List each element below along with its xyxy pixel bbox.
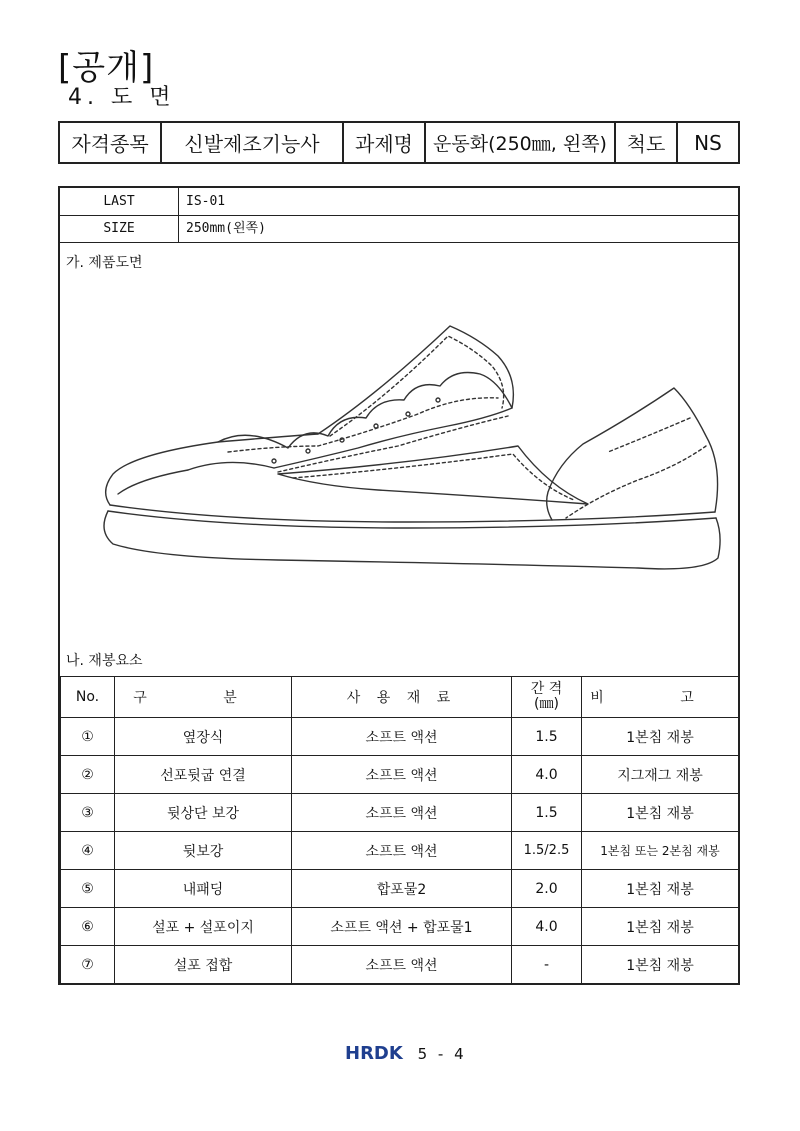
eyelet bbox=[374, 424, 378, 428]
cell-category: 뒷상단 보강 bbox=[115, 794, 292, 832]
field-label-task: 과제명 bbox=[343, 122, 425, 163]
sewing-table bbox=[60, 676, 739, 984]
header-gap-line2: (㎜) bbox=[534, 696, 559, 712]
shoe-drawing bbox=[78, 296, 728, 586]
table-row bbox=[61, 718, 739, 756]
cell-note: 지그재그 재봉 bbox=[582, 756, 739, 794]
table-row bbox=[61, 946, 739, 984]
sewing-label: 나. 재봉요소 bbox=[66, 653, 143, 669]
cell-note: 1본침 재봉 bbox=[582, 718, 739, 756]
cell-gap: 2.0 bbox=[512, 870, 582, 908]
section-title: 4. 도 면 bbox=[68, 85, 176, 110]
cell-no: ② bbox=[61, 756, 115, 794]
page-number: 5 - 4 bbox=[417, 1045, 467, 1063]
cell-gap: 1.5 bbox=[512, 718, 582, 756]
outsole bbox=[104, 511, 720, 569]
table-row bbox=[61, 832, 739, 870]
cell-category: 내패딩 bbox=[115, 870, 292, 908]
cell-material: 소프트 액션 bbox=[292, 794, 512, 832]
page-footer bbox=[345, 1043, 467, 1064]
eyelet bbox=[306, 449, 310, 453]
cell-category: 선포뒷굽 연결 bbox=[115, 756, 292, 794]
cell-note: 1본침 재봉 bbox=[582, 794, 739, 832]
cell-no: ⑦ bbox=[61, 946, 115, 984]
spec-box bbox=[58, 186, 740, 985]
cell-material: 합포물2 bbox=[292, 870, 512, 908]
eyelet bbox=[436, 398, 440, 402]
header-material: 사 용 재 료 bbox=[292, 677, 512, 718]
field-value-scale: NS bbox=[677, 122, 739, 163]
eyelet bbox=[406, 412, 410, 416]
header-gap bbox=[512, 677, 582, 718]
cell-no: ⑤ bbox=[61, 870, 115, 908]
spec-key: SIZE bbox=[60, 215, 179, 242]
field-value-task: 운동화(250㎜, 왼쪽) bbox=[425, 122, 615, 163]
eyelet bbox=[340, 438, 344, 442]
table-row bbox=[61, 794, 739, 832]
toe-cap-line bbox=[118, 470, 188, 494]
cell-category: 뒷보강 bbox=[115, 832, 292, 870]
drawing-label: 가. 제품도면 bbox=[66, 255, 143, 271]
cell-note: 1본침 재봉 bbox=[582, 908, 739, 946]
eyestay-stitch bbox=[228, 398, 498, 452]
cell-material: 소프트 액션 bbox=[292, 718, 512, 756]
field-label-scale: 척도 bbox=[615, 122, 677, 163]
document-label: [공개] bbox=[58, 48, 155, 88]
header-category: 구 분 bbox=[115, 677, 292, 718]
cell-category: 설포 접합 bbox=[115, 946, 292, 984]
cell-gap: 4.0 bbox=[512, 908, 582, 946]
midsole-top-line-2 bbox=[110, 505, 715, 522]
cell-gap: 1.5 bbox=[512, 794, 582, 832]
spec-value: IS-01 bbox=[186, 194, 226, 209]
cell-material: 소프트 액션 + 합포물1 bbox=[292, 908, 512, 946]
spec-row-last bbox=[60, 188, 738, 216]
heel-stitch bbox=[566, 446, 706, 518]
header-gap-line1: 간 격 bbox=[530, 681, 563, 697]
table-row bbox=[61, 756, 739, 794]
field-label-qualification: 자격종목 bbox=[59, 122, 161, 163]
spec-key: LAST bbox=[60, 188, 179, 215]
cell-no: ③ bbox=[61, 794, 115, 832]
cell-material: 소프트 액션 bbox=[292, 946, 512, 984]
cell-material: 소프트 액션 bbox=[292, 756, 512, 794]
cell-note: 1본침 또는 2본침 재봉 bbox=[582, 832, 739, 870]
cell-category: 설포 + 설포이지 bbox=[115, 908, 292, 946]
cell-no: ④ bbox=[61, 832, 115, 870]
cell-gap: 4.0 bbox=[512, 756, 582, 794]
sewing-table-header bbox=[61, 677, 739, 718]
cell-gap: - bbox=[512, 946, 582, 984]
spec-value: 250mm(왼쪽) bbox=[186, 221, 266, 236]
cell-gap: 1.5/2.5 bbox=[512, 832, 582, 870]
header-note: 비 고 bbox=[582, 677, 739, 718]
hrdk-logo: HRDK bbox=[345, 1043, 403, 1064]
toe-overlay bbox=[188, 462, 274, 470]
cell-note: 1본침 재봉 bbox=[582, 870, 739, 908]
cell-category: 옆장식 bbox=[115, 718, 292, 756]
tongue-stitch bbox=[330, 336, 504, 436]
spec-row-size bbox=[60, 215, 738, 243]
midsole-top-line bbox=[108, 511, 716, 528]
cell-note: 1본침 재봉 bbox=[582, 946, 739, 984]
table-row bbox=[61, 908, 739, 946]
cell-material: 소프트 액션 bbox=[292, 832, 512, 870]
header-no: No. bbox=[61, 677, 115, 718]
field-value-qualification: 신발제조기능사 bbox=[161, 122, 343, 163]
cell-no: ① bbox=[61, 718, 115, 756]
heel-outline bbox=[547, 388, 718, 520]
table-row bbox=[61, 870, 739, 908]
info-table bbox=[58, 121, 740, 164]
cell-no: ⑥ bbox=[61, 908, 115, 946]
eyelet bbox=[272, 459, 276, 463]
